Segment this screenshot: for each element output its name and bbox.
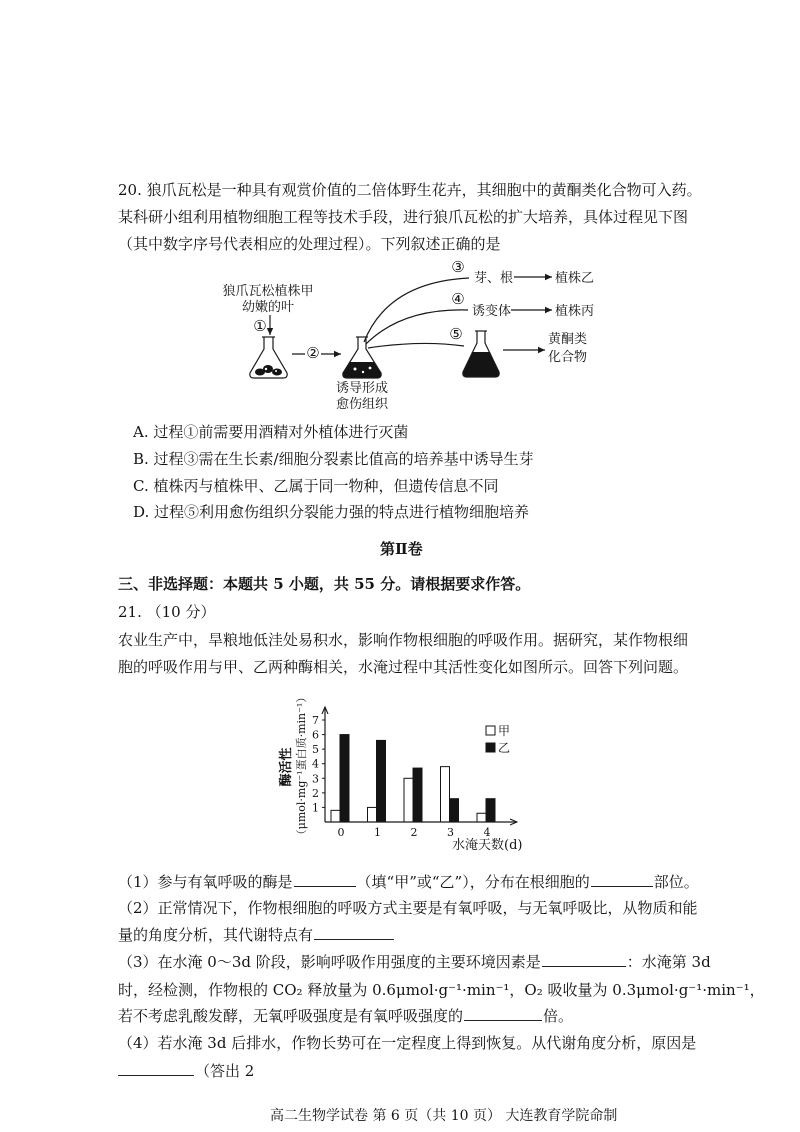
bar-series-2-day-3 [450,799,459,822]
callus-label-1: 诱导形成 [335,381,389,396]
q21-sub1-text-c: 部位。 [653,873,699,891]
bar-series-2-day-0 [340,735,349,822]
q21-sub4-text-a: （答出 2 [195,1062,255,1080]
section-title: 第Ⅱ卷 [380,540,423,558]
flavonoid-label-2: 化合物 [548,350,588,365]
y-tick-label-1: 1 [312,801,319,815]
page-footer: 高二生物学试卷 第 6 页（共 10 页） 大连教育学院命制 [270,1108,618,1124]
q21-sub1-text-a: （1）参与有氧呼吸的酶是 [118,873,293,891]
legend-label-1: 甲 [498,724,511,738]
q21-stem-2: 胞的呼吸作用与甲、乙两种酶相关，水淹过程中其活性变化如图所示。回答下列问题。 [118,658,689,676]
step-4-label: ④ [451,290,465,308]
bar-series-1-day-3 [441,767,450,822]
answer-blank-1b [591,873,653,887]
enzyme-activity-chart [270,691,530,860]
q21-sub2-line-1: （2）正常情况下，作物根细胞的呼吸方式主要是有氧呼吸，与无氧呼吸比，从物质和能 [118,899,698,917]
answer-blank-4 [118,1062,194,1076]
plant-c-label: 植株丙 [555,304,595,319]
q20-option-d: D. 过程⑤利用愈伤组织分裂能力强的特点进行植物细胞培养 [133,503,530,521]
bar-series-2-day-4 [486,799,495,822]
chart-marks [312,714,510,839]
q20-option-c: C. 植株丙与植株甲、乙属于同一物种，但遗传信息不同 [133,477,499,495]
q21-sub3-line-3 [118,1006,573,1026]
y-tick-label-7: 7 [312,714,319,727]
q21-sub3-text-a: （3）在水淹 0～3d 阶段，影响呼吸作用强度的主要环境因素是 [118,953,541,971]
flask-explant-icon [250,337,287,378]
y-axis-unit: （μmol·mg⁻¹蛋白质·min⁻¹） [295,691,308,841]
bar-series-2-day-1 [377,740,386,822]
q20-option-b: B. 过程③需在生长素/细胞分裂素比值高的培养基中诱导生芽 [133,450,534,468]
q21-sub3-line-1 [118,952,711,972]
answer-blank-3a [542,953,626,967]
q21-sub3-line-2: 时，经检测，作物根的 CO₂ 释放量为 0.6μmol·g⁻¹·min⁻¹，O₂ 吸收量为 0.3μmol·g⁻¹·min⁻¹， [118,981,765,999]
mutant-label: 诱变体 [472,304,512,319]
step-5-label: ⑤ [449,325,463,343]
q20-option-a: A. 过程①前需要用酒精对外植体进行灭菌 [133,423,409,441]
plant-b-label: 植株乙 [555,271,595,286]
y-tick-label-3: 3 [312,772,319,786]
bar-series-1-day-1 [368,807,377,822]
bar-series-1-day-0 [331,810,340,822]
branch-curve-5 [368,343,464,348]
x-tick-label-3: 3 [447,826,454,839]
bud-root-label: 芽、根 [474,271,514,286]
q20-line-1: 20. 狼爪瓦松是一种具有观赏价值的二倍体野生花卉，其细胞中的黄酮类化合物可入药。 [118,181,702,199]
legend-swatch-2 [486,743,495,752]
young-leaf-label: 幼嫩的叶 [241,300,295,315]
step-3-label: ③ [451,258,465,276]
q21-sub4-line-1: （4）若水淹 3d 后排水，作物长势可在一定程度上得到恢复。从代谢角度分析，原因是 [118,1034,697,1052]
bar-series-1-day-2 [404,778,413,822]
y-tick-label-2: 2 [312,786,319,800]
answer-blank-3b [464,1007,542,1021]
callus-label-2: 愈伤组织 [335,397,389,412]
q21-title: 21. （10 分） [118,603,216,621]
x-tick-label-0: 0 [337,826,345,839]
step-2-label: ② [306,344,320,362]
flask-culture-icon [463,331,499,377]
q21-sub3-text-b: ：水淹第 3d [626,953,711,971]
x-axis-label: 水淹天数(d) [452,838,523,853]
q20-line-3: （其中数字序号代表相应的处理过程）。下列叙述正确的是 [118,235,501,253]
legend-swatch-1 [486,726,495,735]
q20-line-2: 某科研小组利用植物细胞工程等技术手段，进行狼爪瓦松的扩大培养，具体过程见下图 [118,208,689,226]
step-1-label: ① [253,317,267,335]
answer-blank-1a [294,873,356,887]
q21-sub1-text-b: （填“甲”或“乙”），分布在根细胞的 [356,873,590,891]
answer-blank-2 [314,926,394,940]
q21-sub4-line-2 [118,1061,254,1081]
q21-sub1 [118,872,699,892]
q21-sub2-text-a: 量的角度分析，其代谢特点有 [118,926,314,944]
bar-series-2-day-2 [413,768,422,822]
q21-stem-1: 农业生产中，旱粮地低洼处易积水，影响作物根细胞的呼吸作用。据研究，某作物根细 [118,631,689,649]
flask-callus-icon [343,337,381,378]
y-tick-label-4: 4 [312,757,319,771]
q20-process-diagram [200,258,640,416]
x-tick-label-1: 1 [374,826,381,839]
y-axis-label: 酶活性 [279,747,294,787]
x-tick-label-2: 2 [410,826,418,839]
bar-series-1-day-4 [477,813,486,822]
x-tick-label-4: 4 [483,826,491,839]
plant-a-label: 狼爪瓦松植株甲 [222,284,314,299]
y-tick-label-5: 5 [312,743,319,757]
y-tick-label-6: 6 [312,728,319,742]
q21-sub2-line-2 [118,925,395,945]
section-instruction: 三、非选择题：本题共 5 小题，共 55 分。请根据要求作答。 [118,575,531,593]
flavonoid-label-1: 黄酮类 [548,332,588,347]
q21-sub3-text-d: 倍。 [543,1007,574,1025]
legend-label-2: 乙 [498,741,511,755]
q21-sub3-text-c: 若不考虑乳酸发酵，无氧呼吸强度是有氧呼吸强度的 [118,1007,464,1025]
